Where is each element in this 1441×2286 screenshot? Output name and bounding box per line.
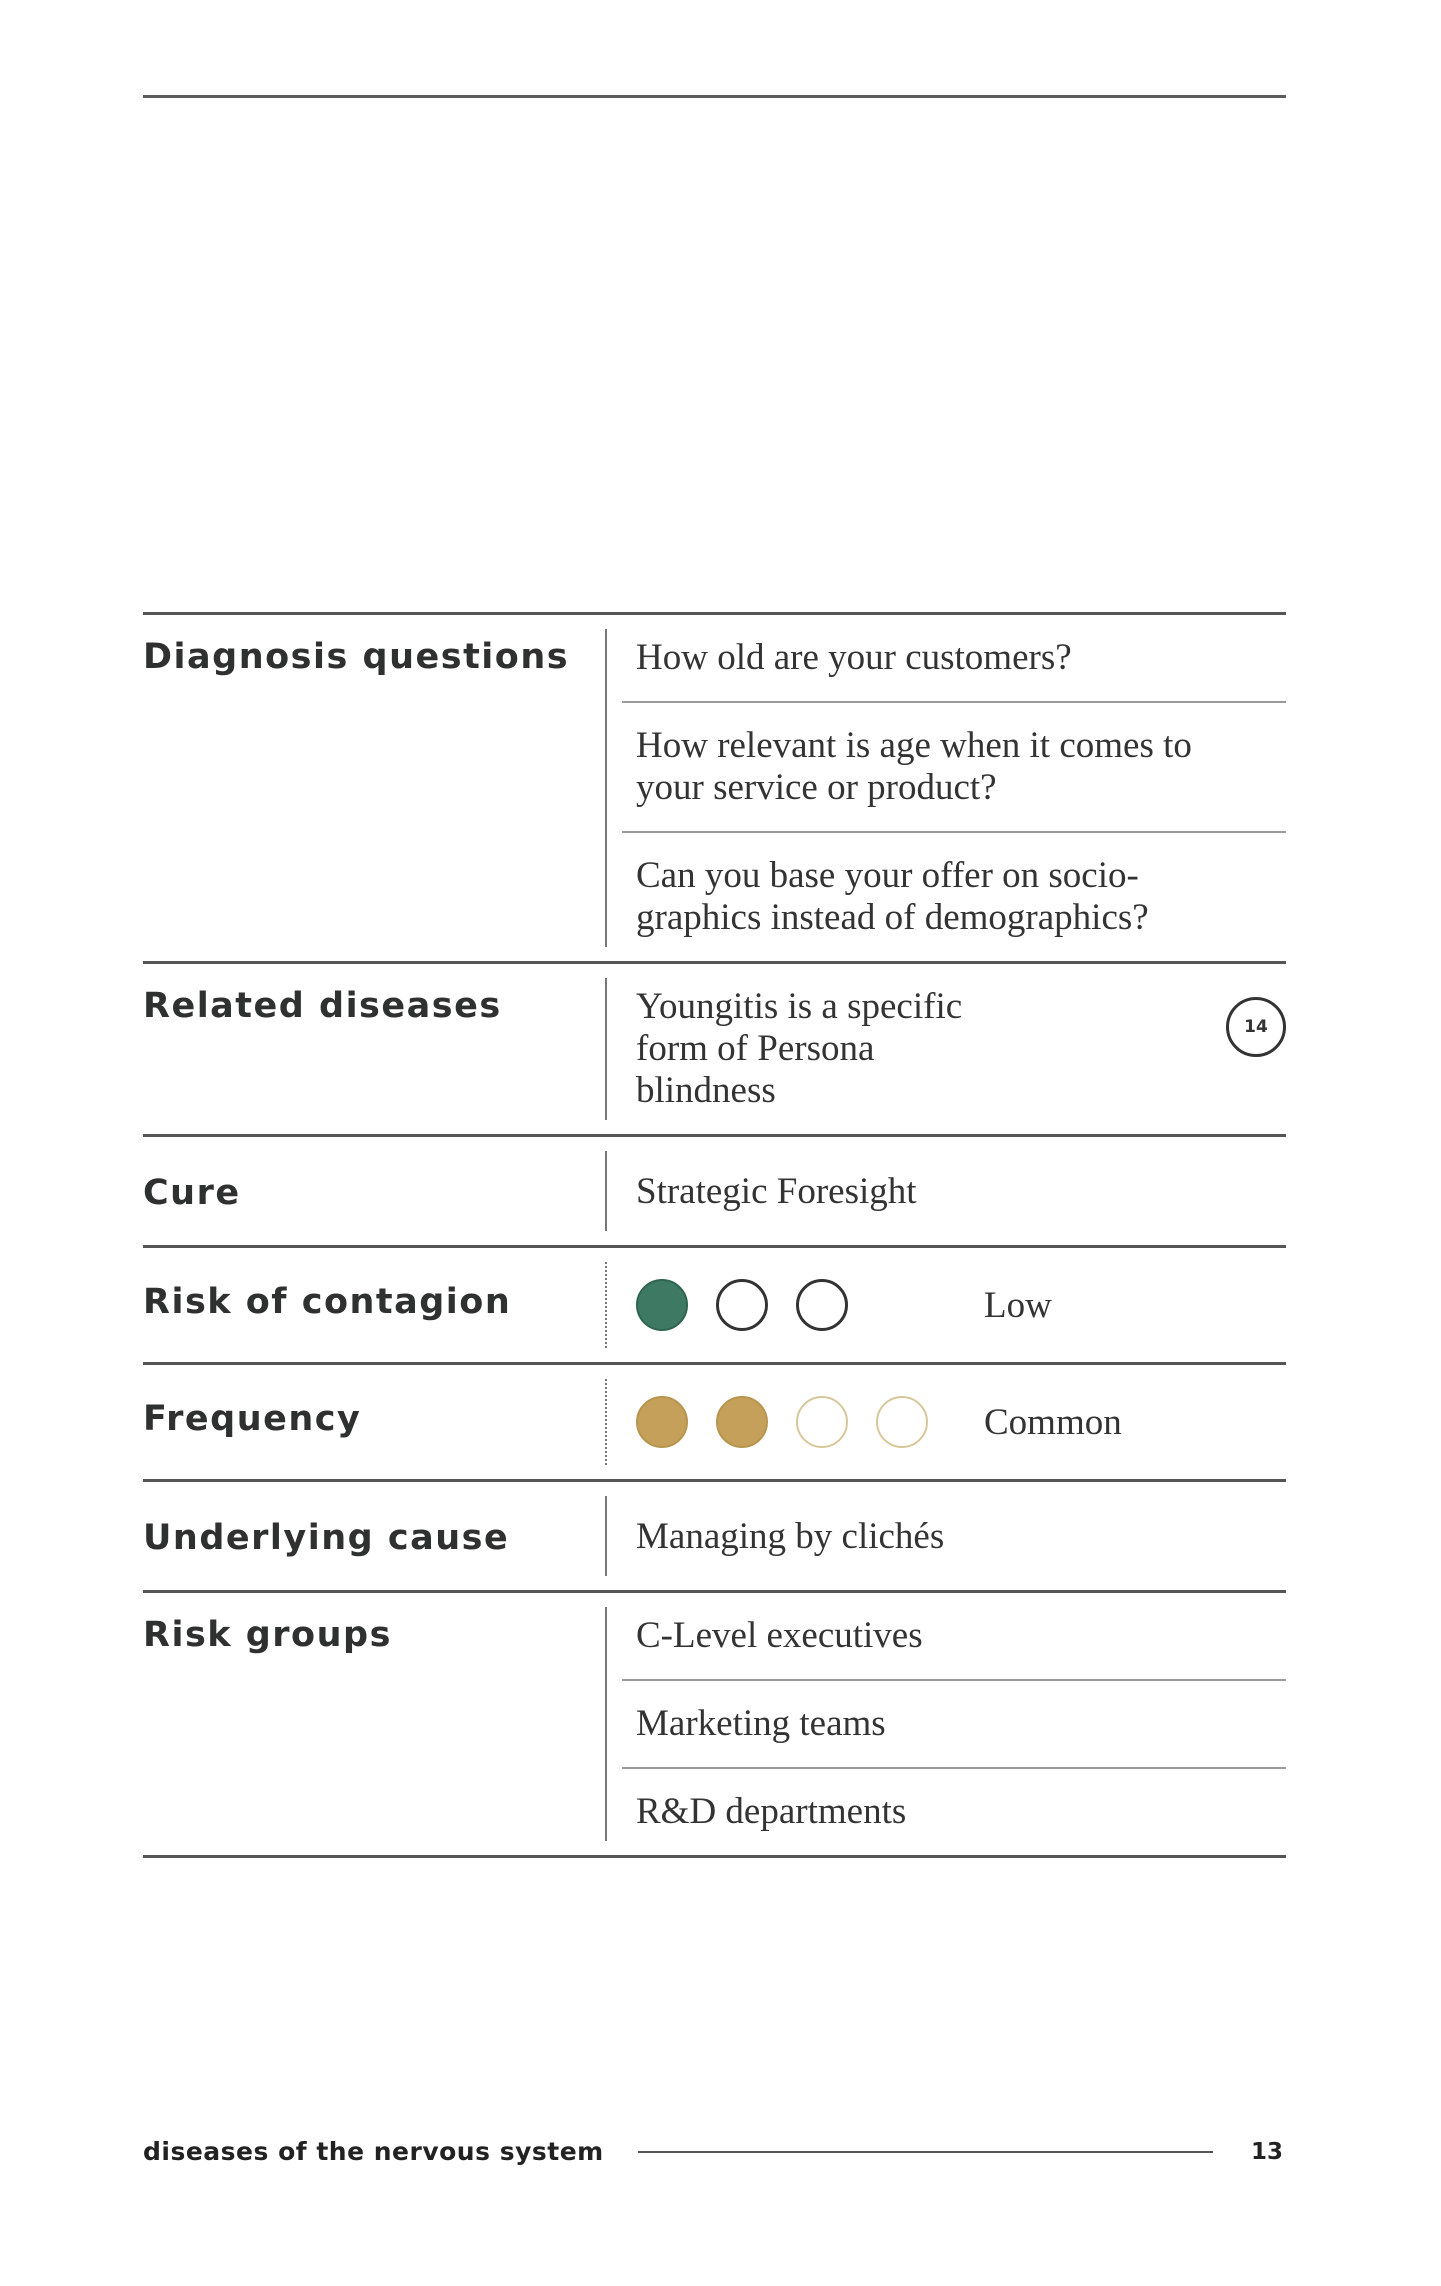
- column-divider: [605, 629, 607, 947]
- row-content: [605, 1137, 1286, 1245]
- diagnosis-question: How old are your customers?: [636, 637, 1072, 678]
- column-divider: [605, 1496, 607, 1576]
- diagnosis-question: Can you base your offer on socio-graphics instead of demographics?: [622, 831, 1286, 961]
- column-divider: [605, 1262, 607, 1348]
- rating-dot-empty: [716, 1279, 768, 1331]
- page-reference-badge[interactable]: 14: [1226, 997, 1286, 1057]
- diagnosis-question: How relevant is age when it comes to your service or product?: [622, 701, 1286, 831]
- top-rule: [143, 95, 1286, 98]
- row-cure: [143, 1134, 1286, 1245]
- row-content: [605, 1248, 1286, 1362]
- rating-dot-empty: [796, 1396, 848, 1448]
- row-label: Risk groups: [143, 1615, 392, 1655]
- page-footer: [143, 2137, 1286, 2166]
- row-label: Underlying cause: [143, 1518, 510, 1558]
- row-frequency: [143, 1362, 1286, 1479]
- row-underlying-cause: [143, 1479, 1286, 1590]
- row-label: Risk of contagion: [143, 1282, 512, 1322]
- row-related-diseases: [143, 961, 1286, 1134]
- risk-group: Marketing teams: [622, 1679, 1286, 1767]
- row-label: Cure: [143, 1173, 241, 1213]
- row-risk-of-contagion: [143, 1245, 1286, 1362]
- row-diagnosis-questions: [143, 612, 1286, 961]
- frequency-level: Common: [984, 1401, 1122, 1443]
- row-label: Frequency: [143, 1399, 362, 1439]
- contagion-level: Low: [984, 1284, 1052, 1326]
- rating-dot-filled: [636, 1279, 688, 1331]
- footer-rule: [638, 2151, 1213, 2153]
- row-content: [605, 615, 1286, 961]
- row-content: [605, 1593, 1286, 1855]
- rating-dot-empty: [876, 1396, 928, 1448]
- column-divider: [605, 978, 607, 1120]
- row-label: Diagnosis questions: [143, 637, 570, 677]
- related-disease-description: Youngitis is a specific form of Persona blindness: [636, 986, 963, 1111]
- column-divider: [605, 1151, 607, 1231]
- page-number: 13: [1250, 2138, 1283, 2165]
- rating-dot-filled: [636, 1396, 688, 1448]
- rating-dot-filled: [716, 1396, 768, 1448]
- row-risk-groups: [143, 1590, 1286, 1858]
- contagion-rating: [636, 1248, 1286, 1362]
- rating-dot-empty: [796, 1279, 848, 1331]
- footer-title: diseases of the nervous system: [143, 2137, 604, 2166]
- cure-value: Strategic Foresight: [636, 1171, 917, 1212]
- column-divider: [605, 1379, 607, 1465]
- row-content: [605, 1482, 1286, 1590]
- disease-profile-table: [143, 612, 1286, 1858]
- risk-group: C-Level executives: [636, 1615, 923, 1656]
- row-content: [605, 964, 1286, 1134]
- risk-group: R&D departments: [622, 1767, 1286, 1855]
- related-disease-text: [622, 964, 1286, 1134]
- column-divider: [605, 1607, 607, 1841]
- row-label: Related diseases: [143, 986, 502, 1026]
- underlying-cause-value: Managing by clichés: [636, 1516, 945, 1557]
- row-content: [605, 1365, 1286, 1479]
- frequency-rating: [636, 1365, 1286, 1479]
